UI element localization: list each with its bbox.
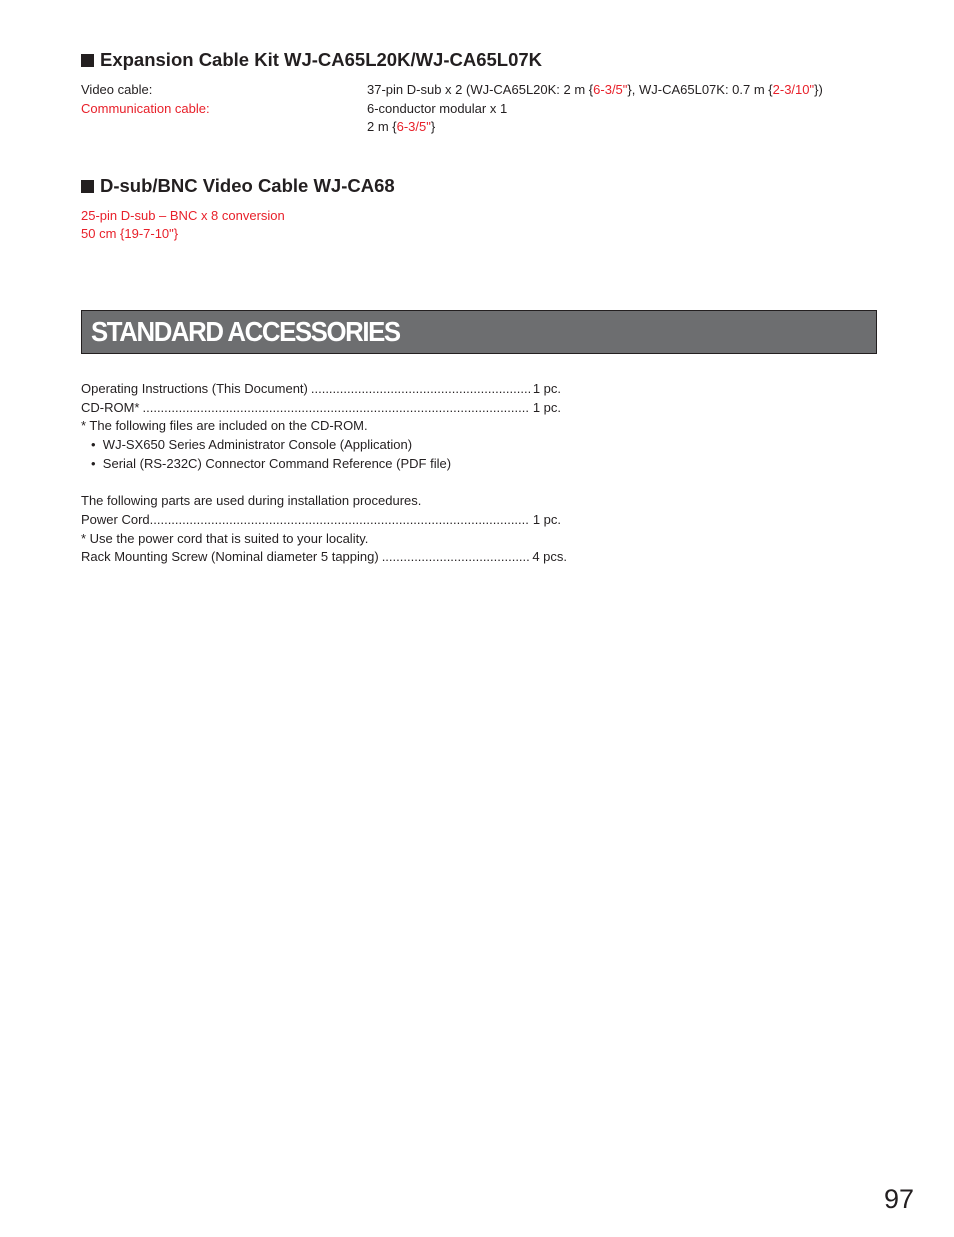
- comm-length-part: 2 m {: [367, 119, 397, 134]
- accessory-quantity: 1 pc.: [532, 381, 561, 396]
- cd-rom-file-item: [91, 455, 451, 473]
- leader-dots: [311, 380, 530, 398]
- accessory-quantity: 1 pc.: [532, 512, 561, 527]
- section-heading-text: Expansion Cable Kit WJ-CA65L20K/WJ-CA65L07K: [100, 49, 543, 70]
- leader-dots: [382, 548, 530, 566]
- accessory-row-power-cord: [81, 511, 561, 529]
- accessory-row-rack-screw: [81, 548, 567, 566]
- accessory-row-operating-instructions: [81, 380, 561, 398]
- cd-rom-file-name: WJ-SX650 Series Administrator Console (Application): [102, 437, 413, 452]
- accessory-label: Power Cord: [81, 512, 150, 527]
- cd-rom-file-item: [91, 436, 412, 454]
- square-bullet-icon: [81, 54, 94, 67]
- accessory-label: CD-ROM*: [81, 400, 140, 415]
- banner-title: STANDARD ACCESSORIES: [91, 316, 400, 347]
- section-heading-expansion-cable: [81, 49, 542, 71]
- comm-length-part: }: [430, 119, 436, 134]
- cd-rom-note: * The following files are included on the CD-ROM.: [81, 418, 368, 433]
- dsub-description: 25-pin D-sub – BNC x 8 conversion: [81, 208, 285, 223]
- power-cord-note: * Use the power cord that is suited to your locality.: [81, 531, 369, 546]
- accessory-label: Rack Mounting Screw (Nominal diameter 5 tapping): [81, 549, 379, 564]
- video-cable-label: Video cable:: [81, 82, 153, 97]
- video-cable-value-part: 37-pin D-sub x 2 (WJ-CA65L20K: 2 m {: [367, 82, 594, 97]
- video-cable-length-2: 2-3/10": [772, 82, 815, 97]
- comm-length-inches: 6-3/5": [396, 119, 431, 134]
- installation-parts-intro: The following parts are used during installation procedures.: [81, 493, 422, 508]
- dsub-length: 50 cm {19-7-10"}: [81, 226, 179, 241]
- square-bullet-icon: [81, 180, 94, 193]
- bullet-dot-icon: •: [91, 437, 96, 452]
- communication-cable-label: Communication cable:: [81, 101, 210, 116]
- video-cable-value-part: }): [814, 82, 823, 97]
- accessory-quantity: 1 pc.: [532, 400, 561, 415]
- communication-cable-length: [367, 118, 435, 136]
- leader-dots: [143, 399, 530, 417]
- video-cable-length-1: 6-3/5": [593, 82, 628, 97]
- cd-rom-file-name: Serial (RS-232C) Connector Command Reference (PDF file): [102, 456, 452, 471]
- accessory-label: Operating Instructions (This Document): [81, 381, 308, 396]
- accessory-quantity: 4 pcs.: [532, 549, 567, 564]
- communication-cable-value: 6-conductor modular x 1: [367, 101, 508, 116]
- page-number: 97: [883, 1184, 914, 1214]
- video-cable-value: [367, 81, 823, 99]
- accessory-row-cd-rom: [81, 399, 561, 417]
- section-heading-dsub-bnc: [81, 175, 395, 197]
- standard-accessories-banner: [81, 310, 877, 354]
- video-cable-value-part: }, WJ-CA65L07K: 0.7 m {: [627, 82, 773, 97]
- section-heading-text: D-sub/BNC Video Cable WJ-CA68: [100, 175, 395, 196]
- leader-dots: [150, 511, 530, 529]
- bullet-dot-icon: •: [91, 456, 96, 471]
